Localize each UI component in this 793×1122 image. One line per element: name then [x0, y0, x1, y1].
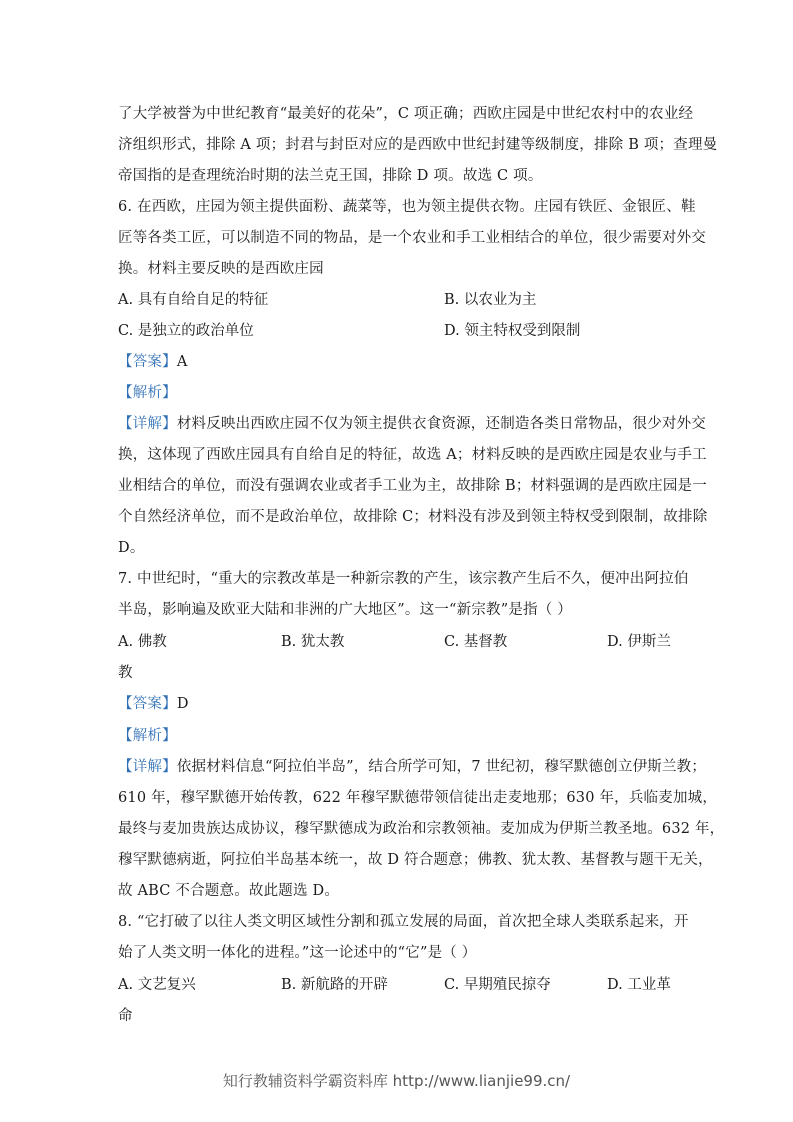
- q7-analysis-heading: [118, 726, 678, 746]
- q6-stem-line-2: 匠等各类工匠，可以制造不同的物品，是一个农业和手工业相结合的单位，很少需要对外交: [118, 230, 706, 246]
- q7-answer-value: D: [176, 696, 189, 712]
- q7-option-c: C. 基督教: [444, 634, 508, 650]
- q7-answer: [118, 694, 678, 714]
- q8-option-a: A. 文艺复兴: [118, 977, 196, 993]
- q7-detail-line-5: 故 ABC 不合题意。故此题选 D。: [118, 883, 340, 899]
- q6-option-d: D. 领主特权受到限制: [444, 323, 581, 339]
- q8-stem-line-1: 8. “它打破了以往人类文明区域性分割和孤立发展的局面，首次把全球人类联系起来，开: [118, 914, 689, 930]
- q7-detail-line-4: 穆罕默德病逝，阿拉伯半岛基本统一，故 D 符合题意；佛教、犹太教、基督教与题干无关，: [118, 852, 713, 868]
- prev-explanation-line-1: 了大学被誉为中世纪教育“最美好的花朵”，C 项正确；西欧庄园是中世纪农村中的农业经: [118, 106, 694, 122]
- q7-detail-text-1: 依据材料信息“阿拉伯半岛”，结合所学可知，7 世纪初，穆罕默德创立伊斯兰教；: [176, 759, 707, 775]
- prev-explanation-line-3: 帝国指的是查理统治时期的法兰克王国，排除 D 项。故选 C 项。: [118, 168, 543, 184]
- q7-detail-line-2: 610 年，穆罕默德开始传教，622 年穆罕默德带领信徒出走麦地那；630 年，兵临麦加城，: [118, 790, 718, 806]
- q7-analysis-tag: 【解析】: [118, 728, 177, 744]
- q7-detail-line-1: [118, 757, 707, 777]
- q6-answer-tag: 【答案】: [118, 354, 177, 370]
- q7-stem-line-1: 7. 中世纪时，“重大的宗教改革是一种新宗教的产生，该宗教产生后不久，便冲出阿拉伯: [118, 571, 689, 587]
- q6-detail-line-5: D。: [118, 540, 145, 556]
- q7-detail-tag: 【详解】: [118, 759, 177, 775]
- q6-stem-line-3: 换。材料主要反映的是西欧庄园: [118, 261, 324, 277]
- q6-answer: [118, 352, 678, 372]
- q6-stem-line-1: 6. 在西欧，庄园为领主提供面粉、蔬菜等，也为领主提供衣物。庄园有铁匠、金银匠、鞋: [118, 199, 696, 215]
- q6-option-b: B. 以农业为主: [444, 292, 537, 308]
- q6-detail-line-1: [118, 414, 707, 434]
- q7-detail-line-3: 最终与麦加贵族达成协议，穆罕默德成为政治和宗教领袖。麦加成为伊斯兰教圣地。632 年，: [118, 821, 725, 837]
- q7-option-d: D. 伊斯兰: [607, 634, 671, 650]
- q6-answer-value: A: [176, 354, 188, 370]
- q6-option-a: A. 具有自给自足的特征: [118, 292, 269, 308]
- q6-detail-text-1: 材料反映出西欧庄园不仅为领主提供衣食资源，还制造各类日常物品，很少对外交: [176, 416, 707, 432]
- footer-watermark: 知行教辅资料学霸资料库 http://www.lianjie99.cn/: [222, 1072, 571, 1090]
- q7-stem-line-2: 半岛，影响遍及欧亚大陆和非洲的广大地区”。这一“新宗教”是指（ ）: [118, 602, 572, 618]
- q6-detail-tag: 【详解】: [118, 416, 177, 432]
- q6-analysis-heading: [118, 383, 678, 403]
- q7-option-d-continued: 教: [118, 665, 133, 681]
- q6-analysis-tag: 【解析】: [118, 385, 177, 401]
- q7-option-a: A. 佛教: [118, 634, 167, 650]
- q6-option-c: C. 是独立的政治单位: [118, 323, 254, 339]
- q6-detail-line-2: 换，这体现了西欧庄园具有自给自足的特征，故选 A；材料反映的是西欧庄园是农业与手工: [118, 447, 707, 463]
- q8-option-d-continued: 命: [118, 1008, 133, 1024]
- q8-stem-line-2: 始了人类文明一体化的进程。”这一论述中的“它”是（ ）: [118, 945, 477, 961]
- q8-option-c: C. 早期殖民掠夺: [444, 977, 551, 993]
- q8-option-d: D. 工业革: [607, 977, 671, 993]
- q8-option-b: B. 新航路的开辟: [281, 977, 388, 993]
- q7-answer-tag: 【答案】: [118, 696, 177, 712]
- prev-explanation-line-2: 济组织形式，排除 A 项；封君与封臣对应的是西欧中世纪封建等级制度，排除 B 项；查理曼: [118, 137, 718, 153]
- q6-detail-line-4: 个自然经济单位，而不是政治单位，故排除 C；材料没有涉及到领主特权受到限制，故排除: [118, 509, 708, 525]
- q7-option-b: B. 犹太教: [281, 634, 345, 650]
- q6-detail-line-3: 业相结合的单位，而没有强调农业或者手工业为主，故排除 B；材料强调的是西欧庄园是一: [118, 478, 707, 494]
